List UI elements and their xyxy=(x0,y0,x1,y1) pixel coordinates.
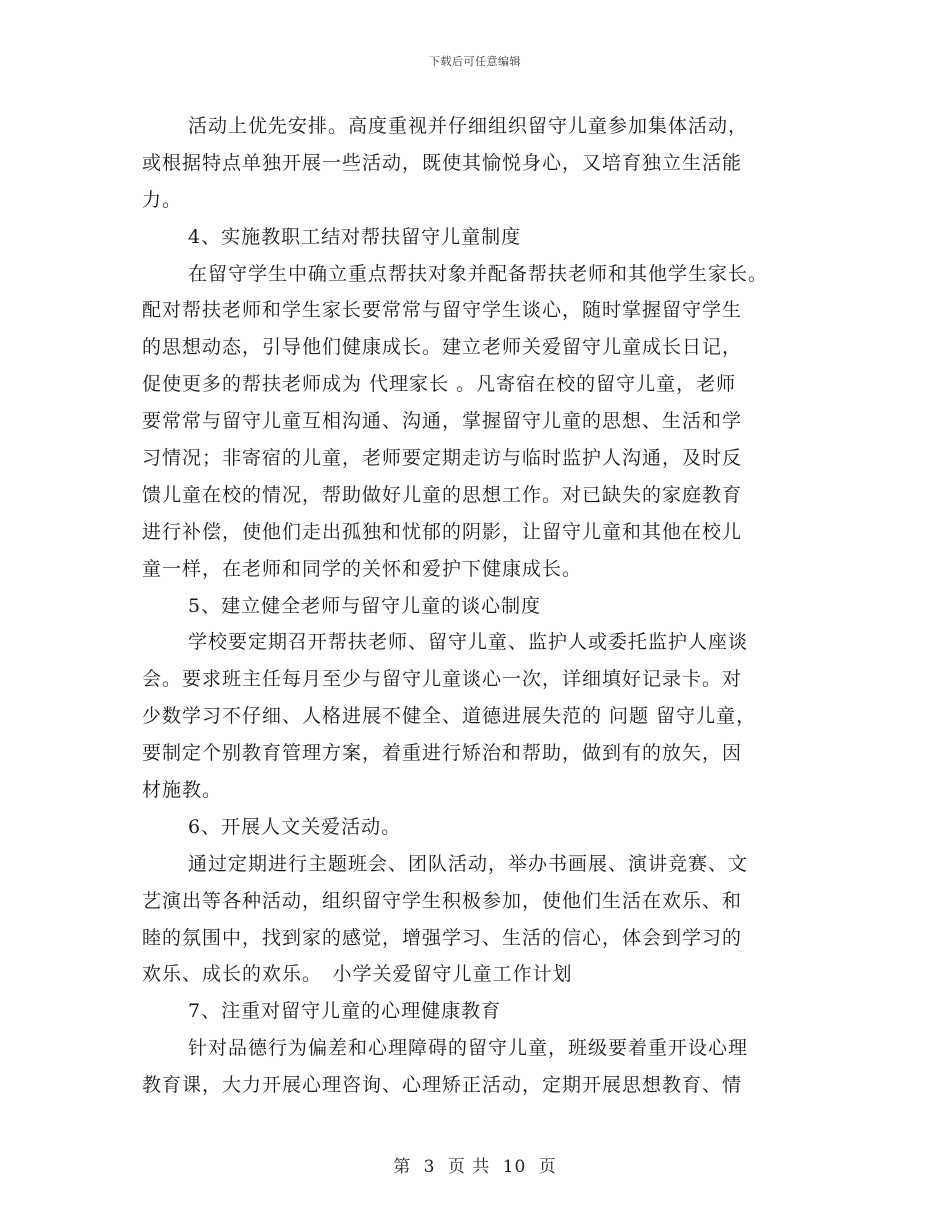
total-page-count: 10 xyxy=(502,1157,527,1177)
text-line: 材施教。 xyxy=(142,779,223,802)
page-header: 下载后可任意编辑 xyxy=(429,55,521,68)
text-line: 会。要求班主任每月至少与留守儿童谈心一次，详细填好记录卡。对 xyxy=(142,668,743,691)
section-heading: 4、实施教职工结对帮扶留守儿童制度 xyxy=(188,225,522,248)
text-line: 进行补偿，使他们走出孤独和忧郁的阴影，让留守儿童和其他在校儿 xyxy=(142,520,743,543)
text-line: 艺演出等各种活动，组织留守学生积极参加，使他们生活在欢乐、和 xyxy=(142,889,743,912)
section-heading: 5、建立健全老师与留守儿童的谈心制度 xyxy=(188,594,542,617)
document-body xyxy=(142,108,810,1104)
text-line: 配对帮扶老师和学生家长要常常与留守学生谈心，随时掌握留守学生 xyxy=(142,299,743,322)
footer-middle: 页 共 xyxy=(447,1157,491,1177)
footer-prefix: 第 xyxy=(393,1157,412,1177)
text-line: 在留守学生中确立重点帮扶对象并配备帮扶老师和其他学生家长。 xyxy=(188,262,769,285)
text-line: 活动上优先安排。高度重视并仔细组织留守儿童参加集体活动， xyxy=(188,115,749,137)
section-heading: 7、注重对留守儿童的心理健康教育 xyxy=(188,1000,502,1023)
text-line: 童一样，在老师和同学的关怀和爱护下健康成长。 xyxy=(142,557,583,580)
text-line: 要制定个别教育管理方案，着重进行矫治和帮助，做到有的放矢，因 xyxy=(142,742,743,765)
text-line: 促使更多的帮扶老师成为 代理家长 。凡寄宿在校的留守儿童，老师 xyxy=(142,373,737,396)
text-line: 或根据特点单独开展一些活动，既使其愉悦身心，又培育独立生活能 xyxy=(142,151,743,174)
text-line: 欢乐、成长的欢乐。 小学关爱留守儿童工作计划 xyxy=(142,963,573,986)
text-line: 的思想动态，引导他们健康成长。建立老师关爱留守儿童成长日记， xyxy=(142,336,743,359)
text-line: 馈儿童在校的情况，帮助做好儿童的思想工作。对已缺失的家庭教育 xyxy=(142,483,743,506)
text-line: 习情况；非寄宿的儿童，老师要定期走访与临时监护人沟通，及时反 xyxy=(142,447,743,470)
text-line: 睦的氛围中，找到家的感觉，增强学习、生活的信心，体会到学习的 xyxy=(142,926,743,949)
text-line: 少数学习不仔细、人格进展不健全、道德进展失范的 问题 留守儿童， xyxy=(142,705,757,728)
text-line: 要常常与留守儿童互相沟通、沟通，掌握留守儿童的思想、生活和学 xyxy=(142,410,743,433)
text-line: 通过定期进行主题班会、团队活动，举办书画展、演讲竞赛、文 xyxy=(188,852,749,875)
text-line: 针对品德行为偏差和心理障碍的留守儿童，班级要着重开设心理 xyxy=(188,1037,749,1060)
text-line: 力。 xyxy=(142,188,183,211)
page-footer xyxy=(0,1152,950,1177)
section-heading: 6、开展人文关爱活动。 xyxy=(188,815,402,838)
footer-suffix: 页 xyxy=(538,1157,557,1177)
text-line: 学校要定期召开帮扶老师、留守儿童、监护人或委托监护人座谈 xyxy=(188,631,749,654)
current-page-number: 3 xyxy=(423,1157,436,1177)
text-line: 教育课，大力开展心理咨询、心理矫正活动，定期开展思想教育、情 xyxy=(142,1074,743,1097)
